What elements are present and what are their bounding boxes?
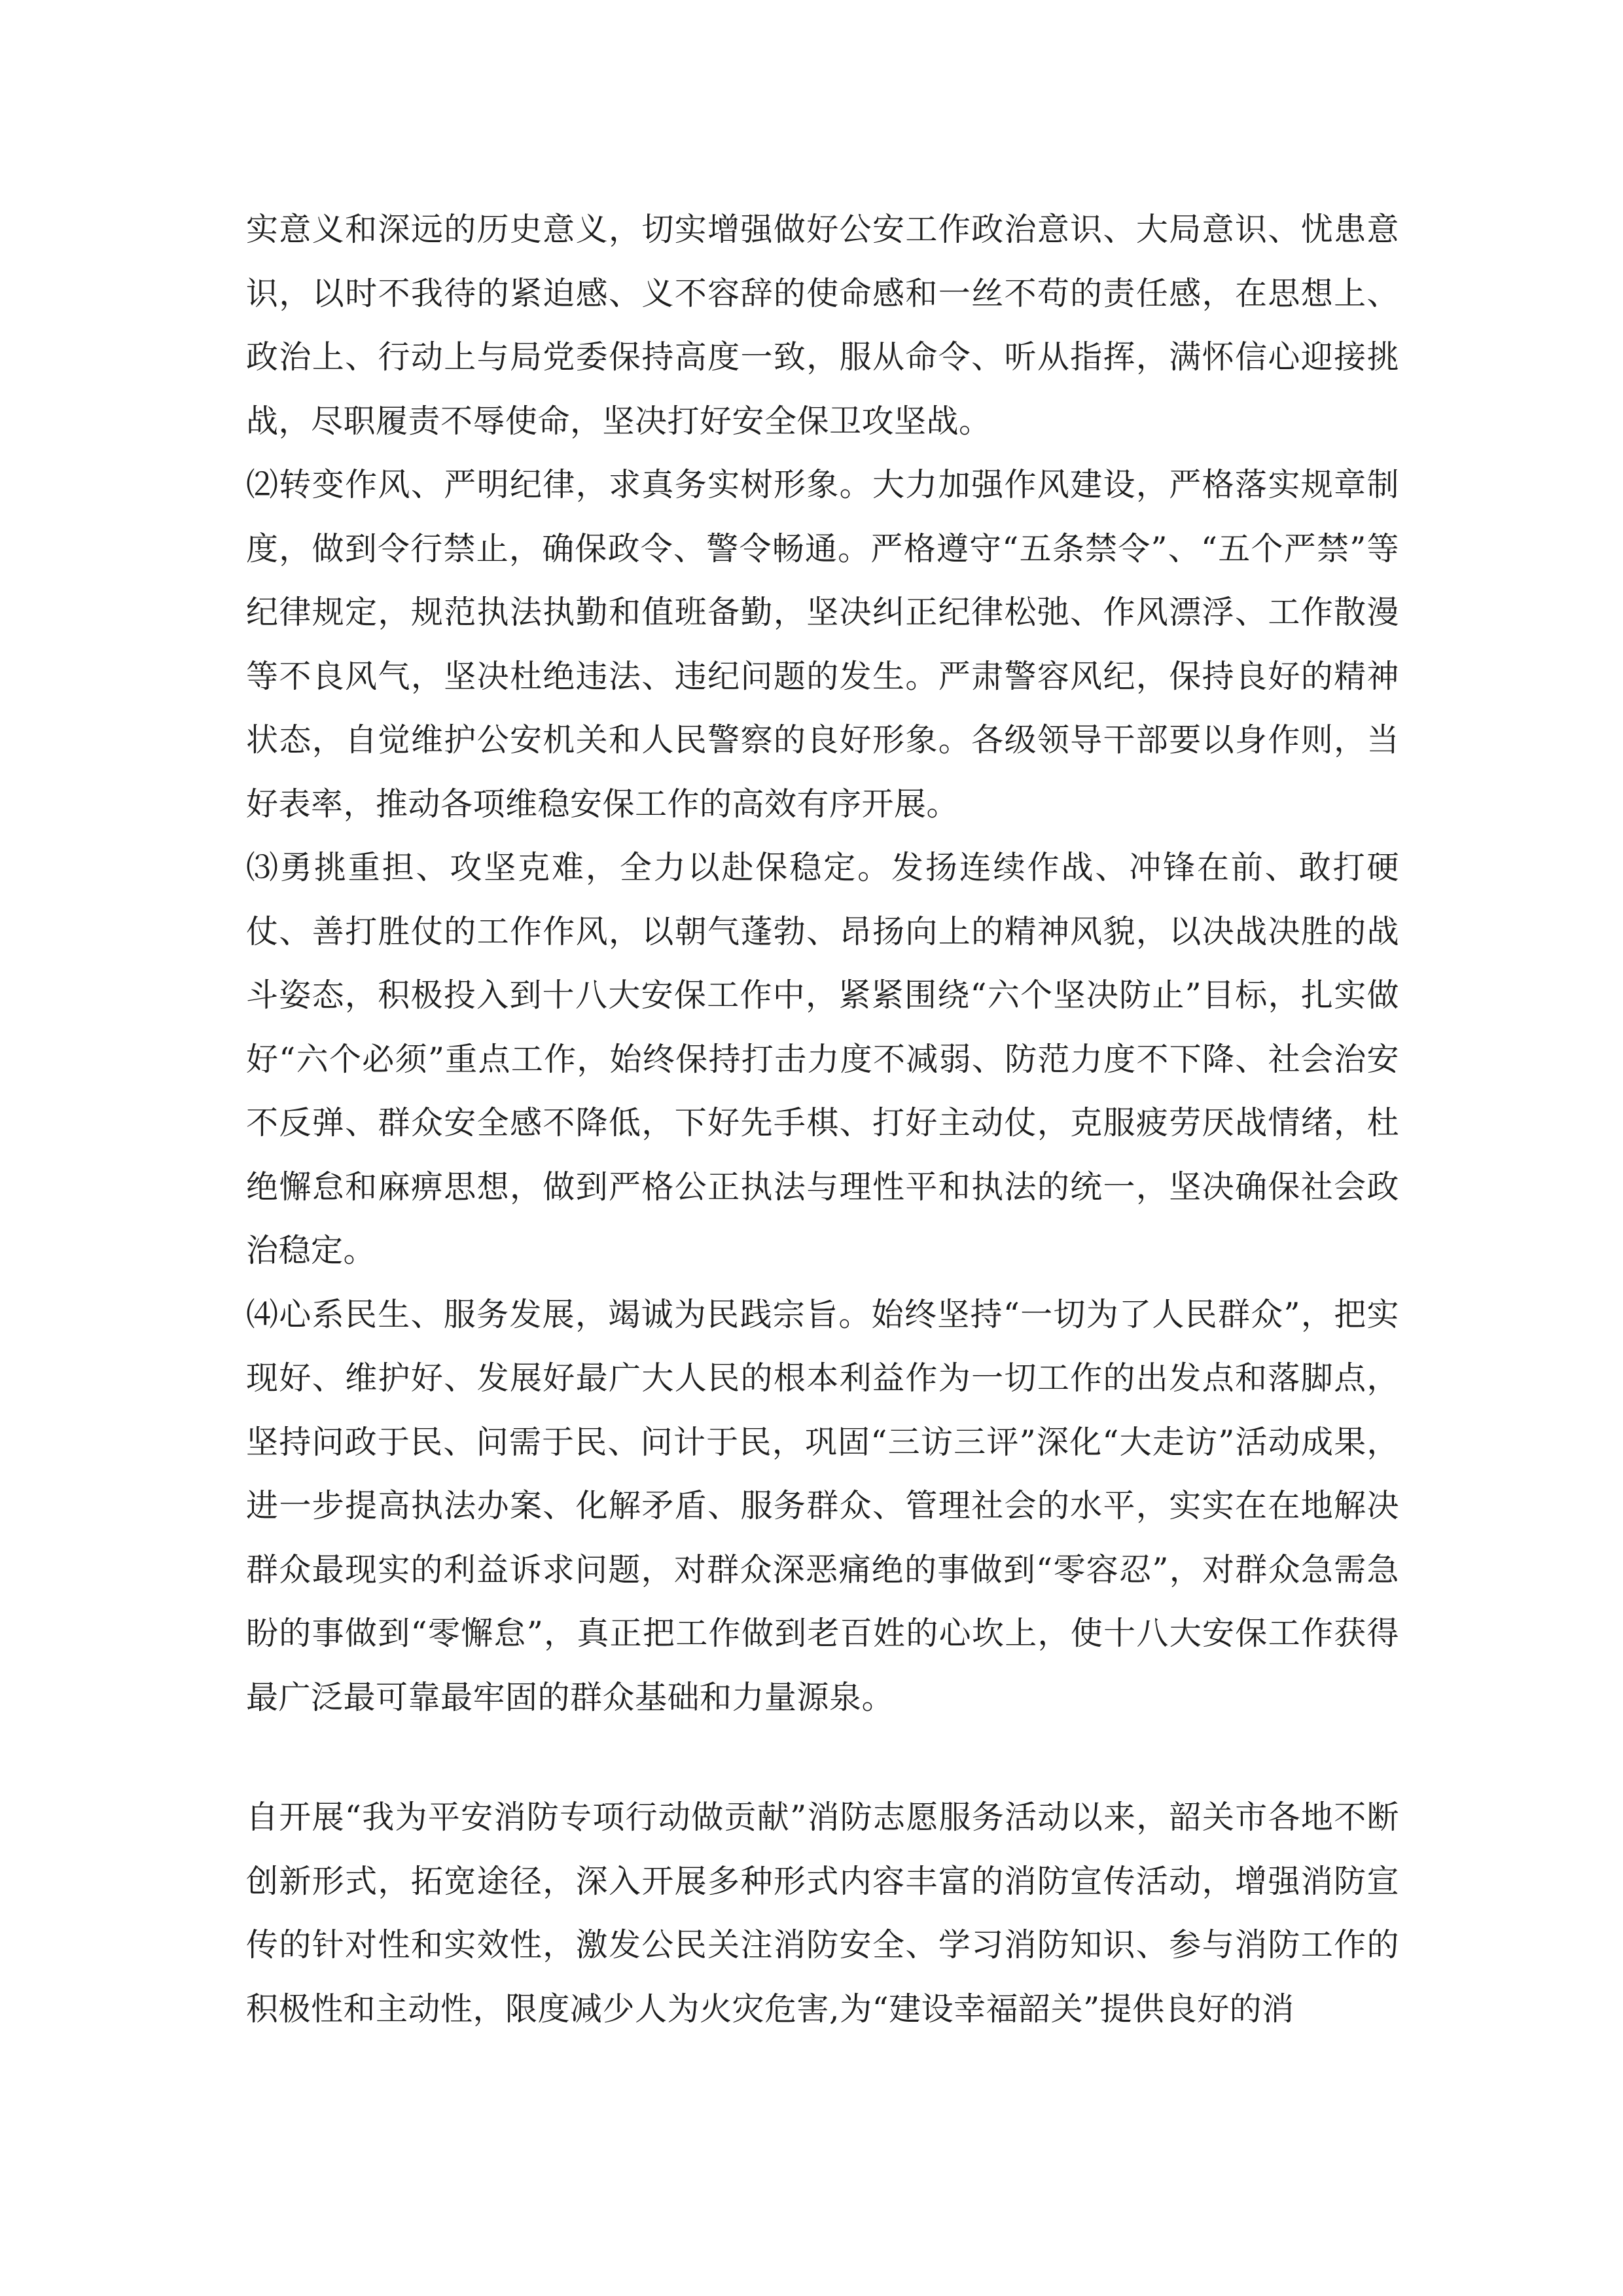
paragraph-item-3: ⑶勇挑重担、攻坚克难，全力以赴保稳定。发扬连续作战、冲锋在前、敢打硬仗、善打胜仗的工作作风，以朝气蓬勃、昂扬向上的精神风貌，以决战决胜的战斗姿态，积极投入到十八大安保工作中，紧紧围绕“六个坚决防止”目标，扎实做好“六个必须”重点工作，始终保持打击力度不减弱、防范力度不下降、社会治安不反弹、群众安全感不降低，下好先手棋、打好主动仗，克服疲劳厌战情绪，杜绝懈怠和麻痹思想，做到严格公正执法与理性平和执法的统一，坚决确保社会政治稳定。 xyxy=(246,849,1399,1269)
paragraph-item-2: ⑵转变作风、严明纪律，求真务实树形象。大力加强作风建设，严格落实规章制度，做到令行禁止，确保政令、警令畅通。严格遵守“五条禁令”、“五个严禁”等纪律规定，规范执法执勤和值班备勤，坚决纠正纪律松弛、作风漂浮、工作散漫等不良风气，坚决杜绝违法、违纪问题的发生。严肃警容风纪，保持良好的精神状态，自觉维护公安机关和人民警察的良好形象。各级领导干部要以身作则，当好表率，推动各项维稳安保工作的高效有序开展。 xyxy=(246,466,1399,823)
paragraph-continuation: 实意义和深远的历史意义，切实增强做好公安工作政治意识、大局意识、忧患意识，以时不我待的紧迫感、义不容辞的使命感和一丝不苟的责任感，在思想上、政治上、行动上与局党委保持高度一致，服从命令、听从指挥，满怀信心迎接挑战，尽职履责不辱使命，坚决打好安全保卫攻坚战。 xyxy=(246,211,1399,440)
paragraph-item-4: ⑷心系民生、服务发展，竭诚为民践宗旨。始终坚持“一切为了人民群众”，把实现好、维护好、发展好最广大人民的根本利益作为一切工作的出发点和落脚点，坚持问政于民、问需于民、问计于民，巩固“三访三评”深化“大走访”活动成果，进一步提高执法办案、化解矛盾、服务群众、管理社会的水平，实实在在地解决群众最现实的利益诉求问题，对群众深恶痛绝的事做到“零容忍”，对群众急需急盼的事做到“零懈怠”，真正把工作做到老百姓的心坎上，使十八大安保工作获得最广泛最可靠最牢固的群众基础和力量源泉。 xyxy=(246,1295,1399,1716)
body-text-section-2 xyxy=(246,1785,1399,2041)
paragraph-fire-safety: 自开展“我为平安消防专项行动做贡献”消防志愿服务活动以来，韶关市各地不断创新形式，拓宽途径，深入开展多种形式内容丰富的消防宣传活动，增强消防宣传的针对性和实效性，激发公民关注消防安全、学习消防知识、参与消防工作的积极性和主动性，限度减少人为火灾危害,为“建设幸福韶关”提供良好的消 xyxy=(246,1799,1399,2028)
body-text-section-1 xyxy=(246,198,1399,1729)
